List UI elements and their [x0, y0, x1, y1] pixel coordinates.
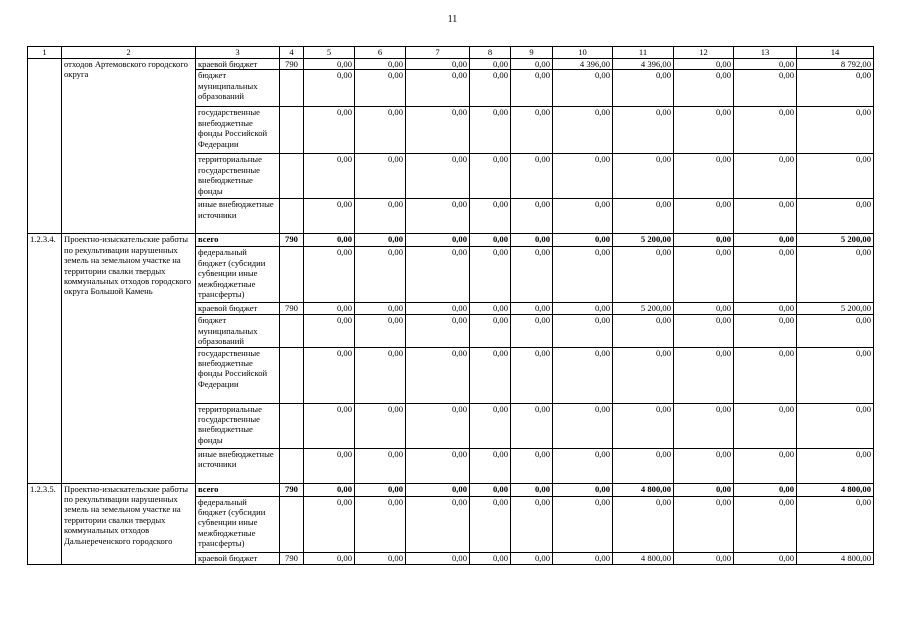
amount-cell: 0,00 — [511, 247, 553, 303]
amount-cell: 0,00 — [355, 199, 406, 234]
amount-cell: 0,00 — [553, 303, 613, 315]
amount-cell: 0,00 — [406, 70, 470, 107]
amount-cell: 0,00 — [797, 154, 874, 199]
amount-cell: 0,00 — [470, 448, 511, 483]
amount-cell: 0,00 — [674, 403, 734, 448]
amount-cell: 0,00 — [511, 107, 553, 154]
amount-cell: 5 200,00 — [797, 303, 874, 315]
item-description: Проектно-изыскательские работы по рекультивации нарушенных земель на земельном участке на территории свалки твердых коммунальных отходов городского округа Большой Камень — [62, 234, 196, 483]
budget-code — [280, 496, 304, 552]
amount-cell: 0,00 — [734, 552, 797, 564]
amount-cell: 0,00 — [553, 403, 613, 448]
amount-cell: 4 800,00 — [797, 483, 874, 496]
amount-cell: 0,00 — [304, 234, 355, 247]
funding-source: бюджет муниципальных образований — [196, 70, 280, 107]
amount-cell: 0,00 — [674, 247, 734, 303]
amount-cell: 8 792,00 — [797, 59, 874, 70]
item-description: Проектно-изыскательские работы по рекультивации нарушенных земель на земельном участке на территории свалки твердых коммунальных отходов Дальнереченского городского — [62, 483, 196, 564]
amount-cell: 0,00 — [734, 483, 797, 496]
amount-cell: 0,00 — [734, 199, 797, 234]
funding-source: бюджет муниципальных образований — [196, 315, 280, 347]
table-row — [28, 59, 874, 70]
amount-cell: 0,00 — [470, 247, 511, 303]
amount-cell: 0,00 — [304, 315, 355, 347]
amount-cell: 0,00 — [674, 234, 734, 247]
budget-code — [280, 70, 304, 107]
amount-cell: 0,00 — [470, 107, 511, 154]
amount-cell: 0,00 — [553, 234, 613, 247]
amount-cell: 0,00 — [470, 552, 511, 564]
amount-cell: 0,00 — [734, 347, 797, 403]
amount-cell: 0,00 — [734, 59, 797, 70]
budget-code: 790 — [280, 234, 304, 247]
amount-cell: 0,00 — [355, 496, 406, 552]
amount-cell: 0,00 — [613, 247, 674, 303]
amount-cell: 0,00 — [734, 247, 797, 303]
amount-cell: 0,00 — [553, 483, 613, 496]
amount-cell: 0,00 — [470, 70, 511, 107]
amount-cell: 0,00 — [406, 59, 470, 70]
amount-cell: 0,00 — [511, 552, 553, 564]
amount-cell: 0,00 — [406, 403, 470, 448]
amount-cell: 0,00 — [470, 154, 511, 199]
amount-cell: 0,00 — [470, 483, 511, 496]
amount-cell: 0,00 — [553, 315, 613, 347]
amount-cell: 0,00 — [511, 347, 553, 403]
amount-cell: 0,00 — [613, 154, 674, 199]
amount-cell: 0,00 — [355, 403, 406, 448]
amount-cell: 0,00 — [674, 448, 734, 483]
column-header: 4 — [280, 47, 304, 59]
amount-cell: 0,00 — [511, 70, 553, 107]
budget-code — [280, 448, 304, 483]
amount-cell: 0,00 — [406, 247, 470, 303]
amount-cell: 0,00 — [674, 154, 734, 199]
amount-cell: 0,00 — [355, 107, 406, 154]
amount-cell: 0,00 — [406, 448, 470, 483]
budget-code — [280, 154, 304, 199]
amount-cell: 0,00 — [553, 107, 613, 154]
item-number — [28, 59, 62, 234]
amount-cell: 0,00 — [406, 552, 470, 564]
amount-cell: 0,00 — [797, 107, 874, 154]
budget-code: 790 — [280, 59, 304, 70]
funding-source: государственные внебюджетные фонды Российской Федерации — [196, 107, 280, 154]
amount-cell: 0,00 — [355, 234, 406, 247]
budget-code — [280, 315, 304, 347]
amount-cell: 0,00 — [470, 59, 511, 70]
amount-cell: 0,00 — [355, 70, 406, 107]
amount-cell: 0,00 — [674, 496, 734, 552]
column-header: 5 — [304, 47, 355, 59]
amount-cell: 0,00 — [304, 154, 355, 199]
amount-cell: 4 800,00 — [613, 483, 674, 496]
funding-source: всего — [196, 483, 280, 496]
column-header: 7 — [406, 47, 470, 59]
amount-cell: 0,00 — [304, 199, 355, 234]
funding-source: краевой бюджет — [196, 59, 280, 70]
amount-cell: 0,00 — [511, 154, 553, 199]
amount-cell: 0,00 — [355, 247, 406, 303]
amount-cell: 0,00 — [734, 496, 797, 552]
amount-cell: 0,00 — [734, 315, 797, 347]
amount-cell: 0,00 — [406, 154, 470, 199]
amount-cell: 0,00 — [406, 107, 470, 154]
amount-cell: 0,00 — [304, 483, 355, 496]
amount-cell: 0,00 — [470, 403, 511, 448]
amount-cell: 0,00 — [734, 154, 797, 199]
amount-cell: 0,00 — [406, 483, 470, 496]
amount-cell: 0,00 — [470, 303, 511, 315]
amount-cell: 0,00 — [511, 315, 553, 347]
amount-cell: 0,00 — [734, 234, 797, 247]
amount-cell: 0,00 — [511, 448, 553, 483]
budget-code — [280, 347, 304, 403]
amount-cell: 4 396,00 — [613, 59, 674, 70]
amount-cell: 0,00 — [553, 552, 613, 564]
column-header: 13 — [734, 47, 797, 59]
amount-cell: 0,00 — [674, 483, 734, 496]
amount-cell: 0,00 — [470, 496, 511, 552]
amount-cell: 0,00 — [304, 303, 355, 315]
amount-cell: 0,00 — [511, 59, 553, 70]
funding-source: государственные внебюджетные фонды Российской Федерации — [196, 347, 280, 403]
amount-cell: 0,00 — [511, 403, 553, 448]
column-header: 3 — [196, 47, 280, 59]
amount-cell: 0,00 — [406, 315, 470, 347]
amount-cell: 0,00 — [304, 347, 355, 403]
amount-cell: 0,00 — [613, 347, 674, 403]
amount-cell: 0,00 — [511, 483, 553, 496]
item-description: отходов Артемовского городского округа — [62, 59, 196, 234]
amount-cell: 5 200,00 — [613, 303, 674, 315]
funding-source: иные внебюджетные источники — [196, 448, 280, 483]
amount-cell: 0,00 — [613, 107, 674, 154]
column-header: 1 — [28, 47, 62, 59]
amount-cell: 0,00 — [304, 403, 355, 448]
amount-cell: 0,00 — [734, 107, 797, 154]
amount-cell: 0,00 — [304, 552, 355, 564]
amount-cell: 0,00 — [355, 303, 406, 315]
amount-cell: 0,00 — [511, 303, 553, 315]
amount-cell: 4 800,00 — [613, 552, 674, 564]
amount-cell: 0,00 — [304, 59, 355, 70]
amount-cell: 0,00 — [797, 70, 874, 107]
funding-source: краевой бюджет — [196, 303, 280, 315]
amount-cell: 0,00 — [674, 199, 734, 234]
column-header: 12 — [674, 47, 734, 59]
amount-cell: 0,00 — [470, 199, 511, 234]
amount-cell: 0,00 — [406, 303, 470, 315]
amount-cell: 0,00 — [553, 70, 613, 107]
amount-cell: 0,00 — [304, 70, 355, 107]
amount-cell: 0,00 — [406, 496, 470, 552]
amount-cell: 0,00 — [674, 70, 734, 107]
column-header: 14 — [797, 47, 874, 59]
column-header: 6 — [355, 47, 406, 59]
amount-cell: 0,00 — [734, 70, 797, 107]
amount-cell: 0,00 — [553, 247, 613, 303]
amount-cell: 0,00 — [511, 496, 553, 552]
column-header: 2 — [62, 47, 196, 59]
budget-code: 790 — [280, 552, 304, 564]
budget-table — [27, 46, 874, 565]
column-header: 8 — [470, 47, 511, 59]
amount-cell: 0,00 — [511, 199, 553, 234]
amount-cell: 0,00 — [674, 107, 734, 154]
amount-cell: 0,00 — [674, 59, 734, 70]
amount-cell: 0,00 — [613, 403, 674, 448]
amount-cell: 0,00 — [355, 552, 406, 564]
funding-source: территориальные государственные внебюджетные фонды — [196, 154, 280, 199]
funding-source: федеральный бюджет (субсидии субвенции иные межбюджетные трансферты) — [196, 247, 280, 303]
funding-source: всего — [196, 234, 280, 247]
amount-cell: 0,00 — [470, 315, 511, 347]
amount-cell: 0,00 — [613, 315, 674, 347]
funding-source: территориальные государственные внебюджетные фонды — [196, 403, 280, 448]
amount-cell: 0,00 — [553, 448, 613, 483]
amount-cell: 0,00 — [734, 448, 797, 483]
amount-cell: 0,00 — [734, 303, 797, 315]
amount-cell: 0,00 — [406, 234, 470, 247]
amount-cell: 0,00 — [304, 496, 355, 552]
amount-cell: 0,00 — [511, 234, 553, 247]
budget-code — [280, 247, 304, 303]
amount-cell: 0,00 — [304, 448, 355, 483]
amount-cell: 0,00 — [553, 347, 613, 403]
amount-cell: 0,00 — [406, 347, 470, 403]
amount-cell: 5 200,00 — [613, 234, 674, 247]
amount-cell: 0,00 — [304, 247, 355, 303]
funding-source: федеральный бюджет (субсидии субвенции иные межбюджетные трансферты) — [196, 496, 280, 552]
funding-source: краевой бюджет — [196, 552, 280, 564]
amount-cell: 0,00 — [797, 347, 874, 403]
amount-cell: 0,00 — [355, 448, 406, 483]
amount-cell: 0,00 — [797, 199, 874, 234]
budget-code: 790 — [280, 483, 304, 496]
amount-cell: 0,00 — [304, 107, 355, 154]
amount-cell: 0,00 — [797, 403, 874, 448]
amount-cell: 0,00 — [797, 496, 874, 552]
amount-cell: 0,00 — [734, 403, 797, 448]
column-header: 9 — [511, 47, 553, 59]
amount-cell: 0,00 — [613, 199, 674, 234]
amount-cell: 0,00 — [613, 496, 674, 552]
budget-code — [280, 107, 304, 154]
item-number: 1.2.3.4. — [28, 234, 62, 483]
budget-code — [280, 403, 304, 448]
amount-cell: 0,00 — [674, 315, 734, 347]
amount-cell: 0,00 — [355, 315, 406, 347]
funding-source: иные внебюджетные источники — [196, 199, 280, 234]
table-row — [28, 234, 874, 247]
amount-cell: 0,00 — [613, 70, 674, 107]
amount-cell: 0,00 — [674, 552, 734, 564]
amount-cell: 4 396,00 — [553, 59, 613, 70]
table-row — [28, 483, 874, 496]
column-header: 11 — [613, 47, 674, 59]
page-number: 11 — [447, 14, 458, 25]
amount-cell: 0,00 — [613, 448, 674, 483]
table-body — [28, 59, 874, 565]
amount-cell: 0,00 — [406, 199, 470, 234]
amount-cell: 0,00 — [470, 347, 511, 403]
budget-code: 790 — [280, 303, 304, 315]
amount-cell: 5 200,00 — [797, 234, 874, 247]
amount-cell: 4 800,00 — [797, 552, 874, 564]
amount-cell: 0,00 — [553, 199, 613, 234]
amount-cell: 0,00 — [674, 347, 734, 403]
amount-cell: 0,00 — [355, 347, 406, 403]
amount-cell: 0,00 — [355, 154, 406, 199]
amount-cell: 0,00 — [553, 496, 613, 552]
amount-cell: 0,00 — [355, 483, 406, 496]
amount-cell: 0,00 — [674, 303, 734, 315]
amount-cell: 0,00 — [797, 315, 874, 347]
amount-cell: 0,00 — [797, 247, 874, 303]
amount-cell: 0,00 — [553, 154, 613, 199]
amount-cell: 0,00 — [355, 59, 406, 70]
column-header: 10 — [553, 47, 613, 59]
header-row — [28, 47, 874, 59]
budget-code — [280, 199, 304, 234]
amount-cell: 0,00 — [470, 234, 511, 247]
amount-cell: 0,00 — [797, 448, 874, 483]
item-number: 1.2.3.5. — [28, 483, 62, 564]
